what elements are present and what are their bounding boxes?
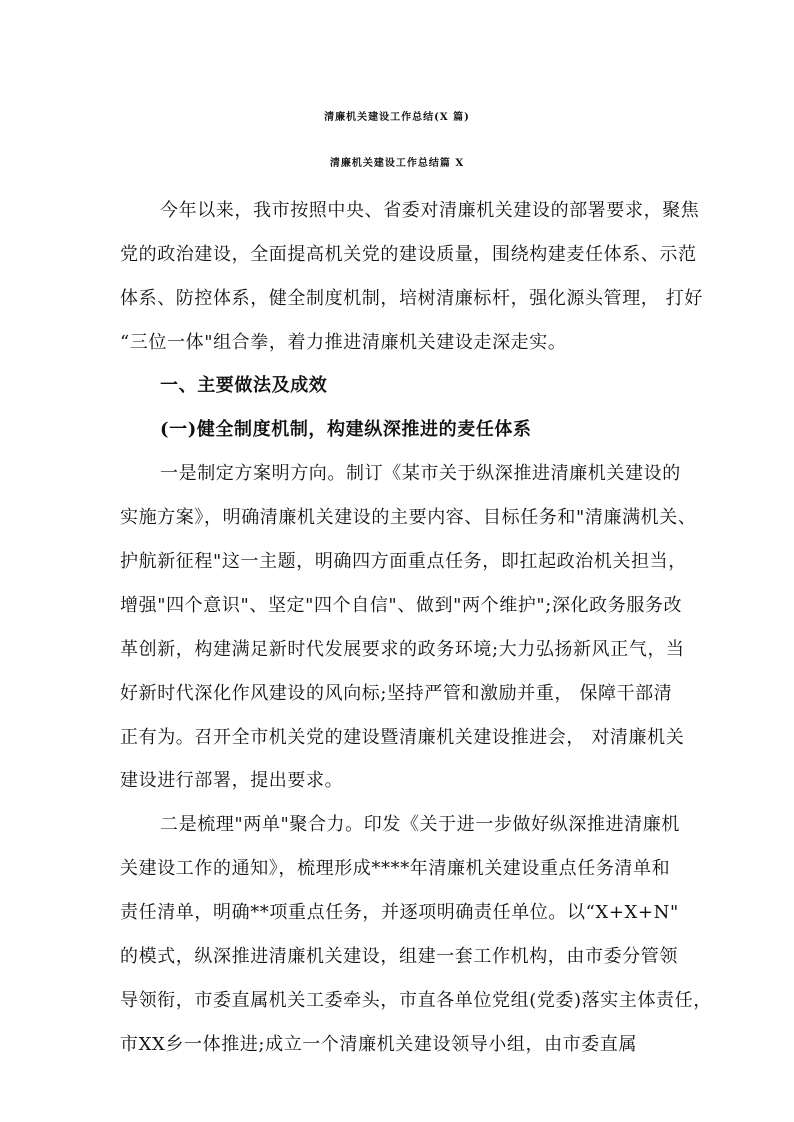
paragraph-line: 市XX乡一体推进;成立一个清廉机关建设领导小组，由市委直属 (120, 1034, 638, 1055)
paragraph-line: 的模式，纵深推进清廉机关建设，组建一套工作机构，由市委分管领 (120, 946, 678, 967)
paragraph-line: 二是梳理"两单"聚合力。印发《关于进一步做好纵深推进清廉机 (160, 814, 680, 835)
paragraph-line: 革创新，构建满足新时代发展要求的政务环境;大力弘扬新风正气，当 (120, 639, 685, 660)
paragraph-line: 实施方案》，明确清廉机关建设的主要内容、目标任务和"清廉满机关、 (120, 507, 697, 528)
document-title: 清廉机关建设工作总结(X 篇) (324, 112, 470, 123)
paragraph-line: 一是制定方案明方向。制订《某市关于纵深推进清廉机关建设的 (160, 463, 681, 484)
paragraph-line: 今年以来，我市按照中央、省委对清廉机关建设的部署要求，聚焦 (160, 200, 700, 221)
document-subtitle: 清廉机关建设工作总结篇 X (329, 158, 465, 169)
subsection-heading: (一)健全制度机制，构建纵深推进的麦任体系 (160, 419, 532, 440)
paragraph-line: 党的政治建设，全面提高机关党的建设质量，围绕构建麦任体系、示范 (120, 244, 697, 265)
paragraph-line: 好新时代深化作风建设的风向标;坚持严管和激励并重， 保障干部清 (120, 683, 673, 704)
paragraph-line: 建设进行部署，提出要求。 (120, 770, 344, 791)
paragraph-line: 责任清单，明确**项重点任务，并逐项明确责任单位。以“X+X+N" (120, 902, 679, 923)
paragraph-line: “三位一体"组合拳，着力推进清廉机关建设走深走实。 (120, 332, 567, 353)
paragraph-line: 护航新征程"这一主题，明确四方面重点任务，即扛起政治机关担当， (120, 551, 687, 572)
paragraph-line: 导领衔，市委直属机关工委牵头，市直各单位党组(党委)落实主体责任， (120, 990, 712, 1011)
paragraph-line: 正有为。召开全市机关党的建设暨清廉机关建设推进会， 对清廉机关 (120, 727, 685, 748)
paragraph-line: 增强"四个意识"、坚定"四个自信"、做到"两个维护";深化政务服务改 (120, 595, 683, 616)
paragraph-line: 关建设工作的通知》，梳理形成****年清廉机关建设重点任务清单和 (120, 858, 671, 879)
paragraph-line: 体系、防控体系，健全制度机制，培树清廉标杆，强化源头管理， 打好 (120, 288, 703, 309)
section-heading: 一、主要做法及成效 (160, 375, 328, 396)
